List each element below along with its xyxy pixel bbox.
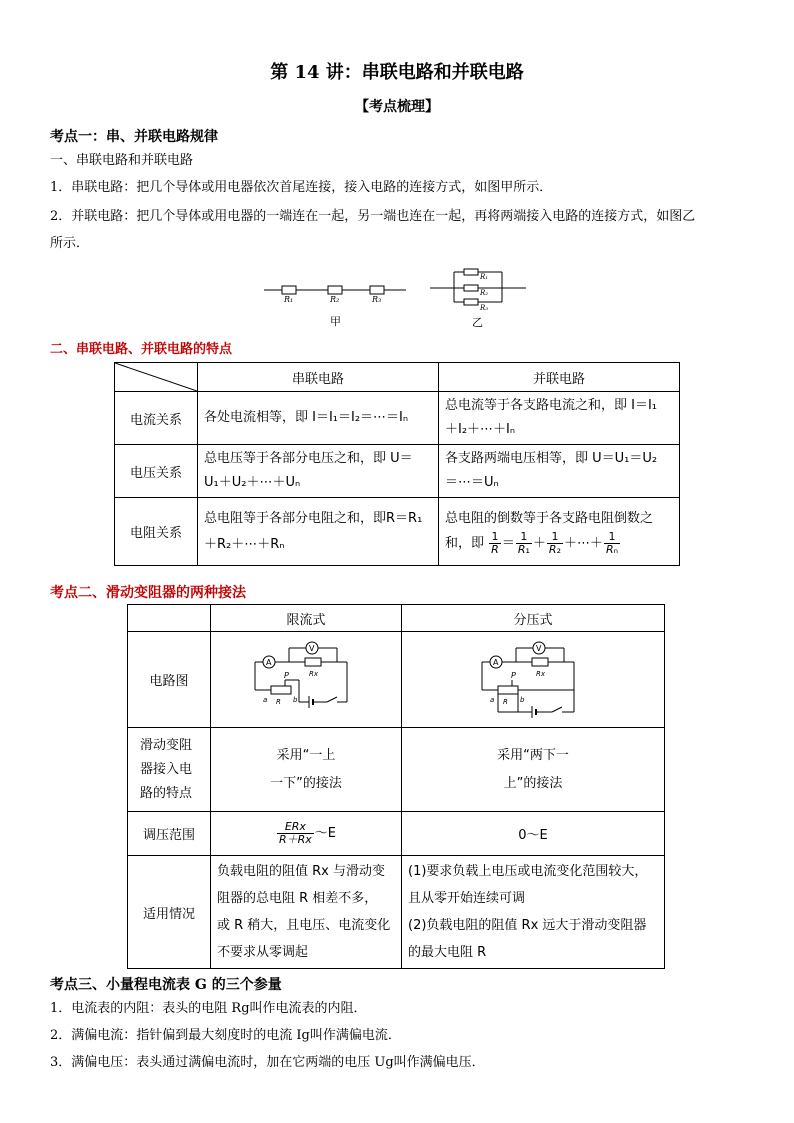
slider-label: P [284, 670, 289, 680]
series-r1-label: R₁ [284, 295, 294, 304]
load-resistor-icon [305, 658, 321, 666]
limit-apply-line3: 或 R 稍大，且电压、电流变化 [217, 918, 391, 933]
divider-apply-line3: (2)负载电阻的阻值 Rx 远大于滑动变阻器 [408, 918, 647, 933]
rheostat-icon [271, 686, 291, 694]
parallel-definition: 2．并联电路：把几个导体或用电器的一端连在一起，另一端也连在一起，再将两端接入电路的连接方式，如图乙 [50, 209, 696, 224]
resistor-r3-icon [370, 286, 384, 294]
parallel-caption: 乙 [472, 316, 483, 329]
divider-apply-line2: 且从零开始连续可调 [408, 891, 526, 906]
slider-label: P [511, 670, 516, 680]
switch-icon [327, 697, 337, 702]
series-r2-label: R₂ [330, 295, 340, 304]
row-label-apply: 适用情况 [128, 856, 211, 969]
row-label-range: 调压范围 [128, 812, 211, 856]
limit-circuit-diagram [251, 636, 361, 720]
limit-range-denominator: R＋Rx [278, 833, 312, 846]
section1-subheading-2: 二、串联电路、并联电路的特点 [50, 342, 233, 357]
limit-range-numerator: ERx [277, 821, 314, 834]
divider-circuit-diagram [478, 636, 588, 720]
parallel-circuit-figure [428, 264, 528, 330]
parallel-r3-label: R₃ [480, 304, 489, 312]
divider-range-cell: 0～E [402, 812, 665, 856]
diagonal-header-cell [115, 363, 198, 392]
row-label-circuit: 电路图 [128, 632, 211, 728]
rheostat-icon [498, 686, 518, 694]
series-caption: 甲 [330, 315, 341, 328]
resistance-parallel-line2: 和，即 $\frac{1}{R}$ ＝ $\frac{1}{\text{R₁}}$ ＋ $\frac{1}{\text{R₂}}$ ＋⋯＋ $\frac{1}{\text{Rₙ}}$ [445, 530, 619, 556]
series-r3-label: R₃ [372, 295, 382, 304]
divider-apply-cell [402, 856, 665, 969]
row-label-current: 电流关系 [115, 392, 198, 445]
limit-apply-line2: 阻器的总电阻 R 相差不多， [217, 891, 378, 906]
resistance-parallel-cell [439, 498, 680, 566]
end-a-label: a [490, 695, 495, 704]
divider-feature-cell [402, 728, 665, 812]
voltage-series-line2: U₁＋U₂＋⋯＋Uₙ [204, 475, 301, 490]
divider-feature-line1: 采用“两下一 [497, 747, 569, 763]
end-b-label: b [520, 695, 525, 704]
voltmeter-label: V [309, 643, 315, 653]
resistor-r3-icon [464, 299, 478, 305]
limit-apply-line1: 负载电阻的阻值 Rx 与滑动变 [217, 864, 385, 879]
header-series: 串联电路 [198, 363, 439, 392]
divider-apply-line4: 的最大电阻 R [408, 945, 487, 960]
voltage-series-line1: 总电压等于各部分电压之和，即 U＝ [204, 451, 413, 466]
rheostat-label: R [276, 697, 281, 706]
row-label-resistance: 电阻关系 [115, 498, 198, 566]
load-label: Rx [309, 669, 319, 678]
current-parallel-line2: ＋I₂＋⋯＋Iₙ [445, 422, 516, 437]
resistor-r1-icon [464, 269, 478, 275]
resistance-series-line2: ＋R₂＋⋯＋Rₙ [204, 536, 285, 552]
resistor-r1-icon [282, 286, 296, 294]
parallel-r2-label: R₂ [480, 289, 489, 297]
limit-feature-line1: 采用“一上 [276, 747, 336, 763]
voltage-series-cell [198, 445, 439, 498]
voltage-parallel-line1: 各支路两端电压相等，即 U＝U₁＝U₂ [445, 451, 658, 466]
load-resistor-icon [532, 658, 548, 666]
ammeter-label: A [493, 657, 499, 667]
voltage-parallel-cell [439, 445, 680, 498]
end-b-label: b [293, 695, 298, 704]
section1-subheading: 一、串联电路和并联电路 [50, 153, 194, 168]
current-parallel-cell [439, 392, 680, 445]
row-label-voltage: 电压关系 [115, 445, 198, 498]
limit-feature-line2: 一下”的接法 [270, 775, 342, 791]
limit-circuit-cell [211, 632, 402, 728]
galvanometer-full-voltage: 3．满偏电压：表头通过满偏电流时，加在它两端的电压 Ug叫作满偏电压． [50, 1055, 485, 1070]
series-parallel-table [114, 362, 680, 566]
section1-heading: 考点一：串、并联电路规律 [50, 129, 218, 145]
limit-range-cell [211, 812, 402, 856]
voltmeter-label: V [536, 643, 542, 653]
current-series-cell: 各处电流相等，即 I＝I₁＝I₂＝⋯＝Iₙ [198, 392, 439, 445]
parallel-r1-label: R₁ [480, 273, 489, 281]
header-divider: 分压式 [402, 605, 665, 632]
resistor-r2-icon [464, 285, 478, 291]
divider-apply-line1: (1)要求负载上电压或电流变化范围较大， [408, 864, 648, 879]
rheostat-header-empty [128, 605, 211, 632]
divider-circuit-cell [402, 632, 665, 728]
series-definition: 1．串联电路：把几个导体或用电器依次首尾连接，接入电路的连接方式，如图甲所示． [50, 180, 553, 195]
divider-feature-line2: 上”的接法 [503, 775, 563, 791]
end-a-label: a [263, 695, 268, 704]
limit-range-tail: ～E [314, 826, 336, 841]
voltage-parallel-line2: ＝⋯＝Uₙ [445, 475, 499, 490]
galvanometer-full-current: 2．满偏电流：指针偏到最大刻度时的电流 Ig叫作满偏电流． [50, 1028, 401, 1043]
limit-range-fraction [277, 821, 314, 846]
load-label: Rx [536, 669, 546, 678]
header-parallel: 并联电路 [439, 363, 680, 392]
rheostat-table [127, 604, 665, 969]
current-parallel-line1: 总电流等于各支路电流之和，即 I＝I₁ [445, 398, 658, 413]
section2-heading: 考点二、滑动变阻器的两种接法 [50, 585, 246, 601]
galvanometer-resistance: 1．电流表的内阻：表头的电阻 Rg叫作电流表的内阻． [50, 1001, 367, 1016]
resistance-series-cell [198, 498, 439, 566]
parallel-definition-end: 所示． [50, 236, 90, 251]
resistor-r2-icon [328, 286, 342, 294]
section3-heading: 考点三、小量程电流表 G 的三个参量 [50, 977, 282, 993]
series-circuit-figure [260, 270, 410, 330]
rheostat-label: R [503, 697, 508, 706]
ammeter-label: A [266, 657, 272, 667]
header-limit: 限流式 [211, 605, 402, 632]
limit-apply-cell [211, 856, 402, 969]
resistance-parallel-prefix: 和，即 [445, 536, 485, 551]
row-label-feature: 滑动变阻器接入电路的特点 [128, 728, 211, 812]
reciprocal-formula: $\frac{1}{R}$ [491, 530, 499, 556]
resistance-series-line1: 总电阻等于各部分电阻之和，即R＝R₁ [204, 510, 423, 526]
limit-apply-line4: 不要求从零调起 [217, 945, 309, 960]
switch-icon [552, 707, 562, 712]
page-title: 第 14 讲：串联电路和并联电路 [270, 62, 524, 83]
limit-feature-cell [211, 728, 402, 812]
page-subtitle: 【考点梳理】 [355, 99, 439, 115]
resistance-parallel-line1: 总电阻的倒数等于各支路电阻倒数之 [445, 511, 654, 526]
